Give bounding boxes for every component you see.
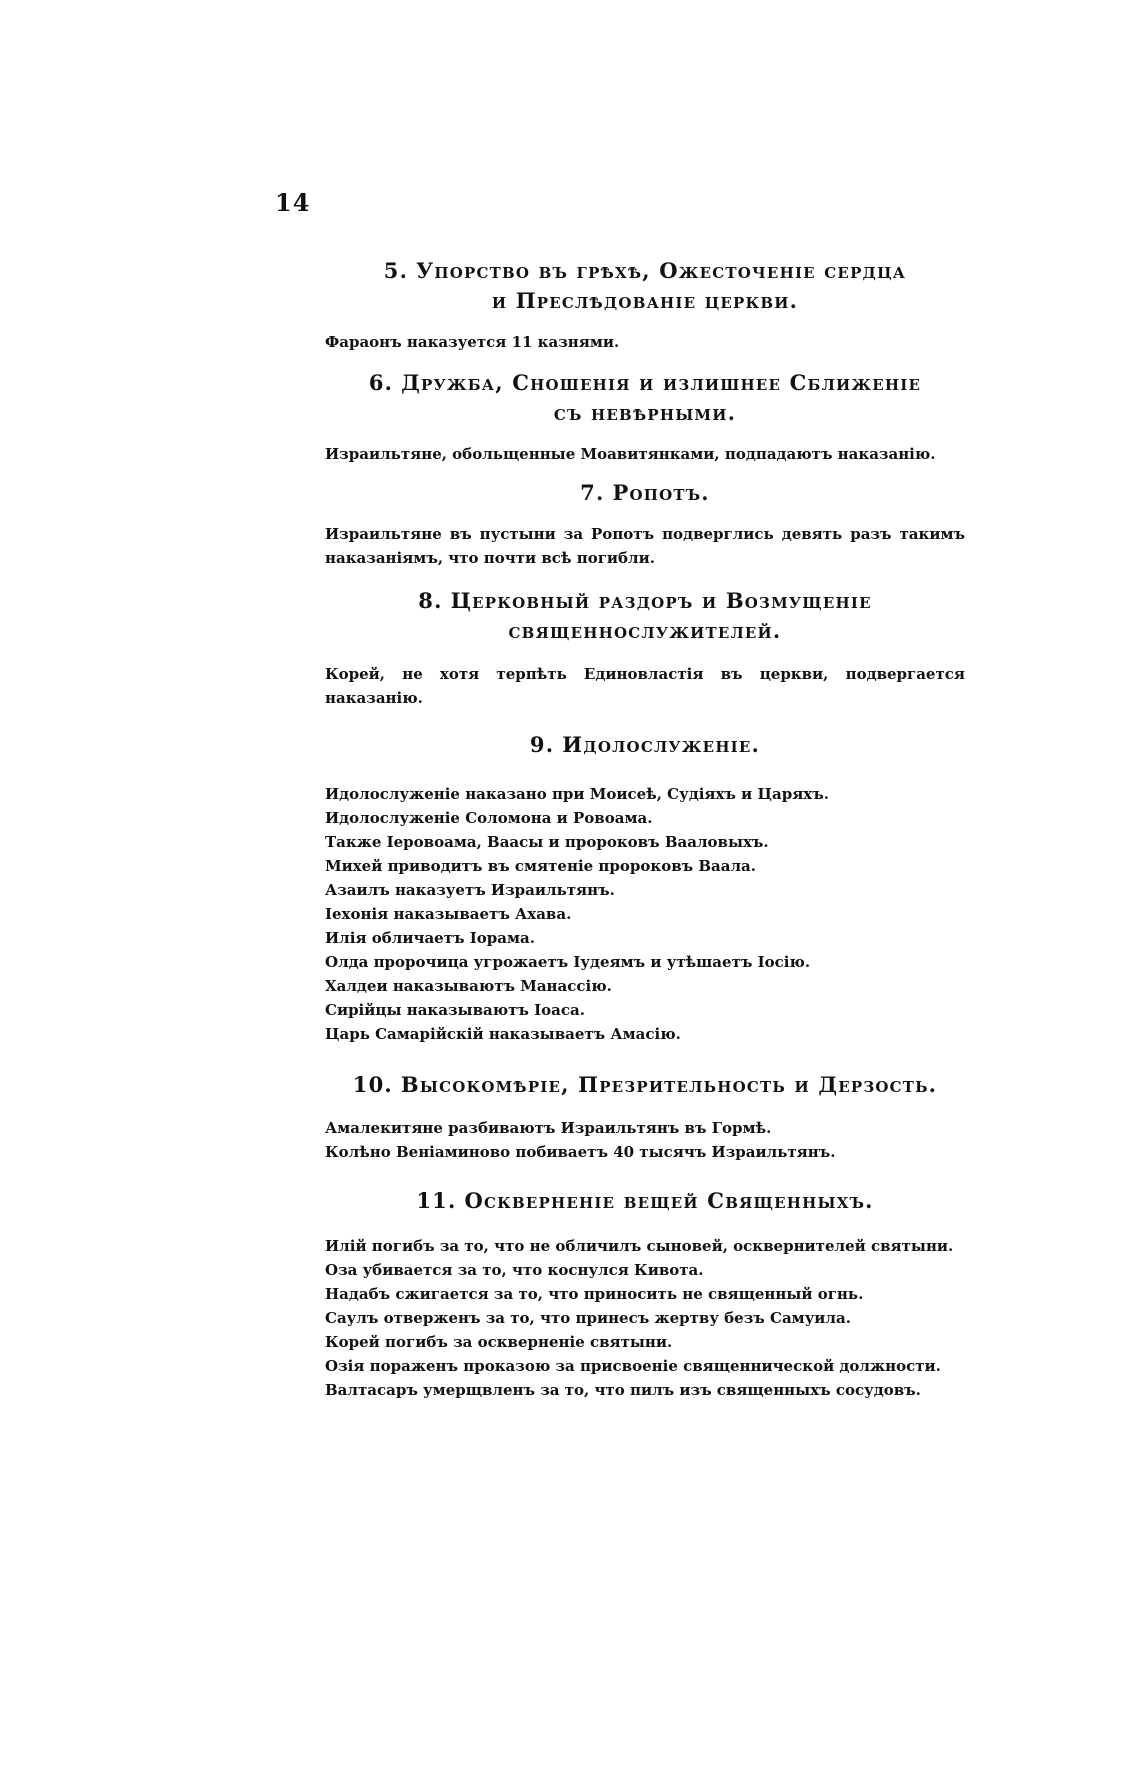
heading-line: Оскверненіе вещей Священныхъ. bbox=[464, 1188, 874, 1213]
section-8 bbox=[325, 586, 965, 710]
section-number: 5. bbox=[383, 258, 409, 283]
list-item: Михей приводитъ въ смятеніе пророковъ Ваала. bbox=[325, 857, 756, 875]
list-item: Саулъ отверженъ за то, что принесъ жертву безъ Самуила. bbox=[325, 1309, 851, 1327]
section-heading bbox=[325, 586, 965, 646]
heading-line: священнослужителей. bbox=[508, 618, 782, 643]
heading-line: Дружба, Сношенія и излишнее Сближеніе bbox=[401, 370, 922, 395]
section-number: 11. bbox=[416, 1188, 457, 1213]
heading-line: Ропотъ. bbox=[612, 480, 710, 505]
list-item: Надабъ сжигается за то, что приносить не священный огнь. bbox=[325, 1285, 864, 1303]
section-heading bbox=[325, 1186, 965, 1216]
section-number: 10. bbox=[352, 1072, 393, 1097]
section-number: 7. bbox=[580, 480, 605, 505]
section-number: 6. bbox=[368, 370, 394, 395]
section-6 bbox=[325, 368, 965, 466]
section-heading bbox=[325, 730, 965, 760]
heading-line: и Преслѣдованіе церкви. bbox=[491, 288, 799, 313]
section-list bbox=[325, 1116, 965, 1164]
list-item: Царь Самарійскій наказываетъ Амасію. bbox=[325, 1025, 681, 1043]
heading-line: Высокомѣріе, Презрительность и Дерзость. bbox=[400, 1072, 938, 1097]
section-number: 8. bbox=[418, 588, 443, 613]
list-item: Идолослуженіе Соломона и Ровоама. bbox=[325, 809, 653, 827]
section-paragraph: Израильтяне, обольщенные Моавитянками, подпадаютъ наказанію. bbox=[325, 445, 936, 463]
section-10 bbox=[325, 1070, 965, 1164]
list-item: Азаилъ наказуетъ Израильтянъ. bbox=[325, 881, 615, 899]
list-item: Корей погибъ за оскверненіе святыни. bbox=[325, 1333, 673, 1351]
list-item: Оза убивается за то, что коснулся Кивота. bbox=[325, 1261, 704, 1279]
section-11 bbox=[325, 1186, 965, 1402]
list-item: Амалекитяне разбиваютъ Израильтянъ въ Гормѣ. bbox=[325, 1119, 772, 1137]
section-list bbox=[325, 1234, 965, 1402]
section-heading bbox=[325, 478, 965, 508]
list-item: Илія обличаетъ Іорама. bbox=[325, 929, 535, 947]
section-paragraph: Корей, не хотя терпѣть Единовластія въ церкви, подвергается наказанію. bbox=[325, 665, 965, 707]
list-item: Сирійцы наказываютъ Іоаса. bbox=[325, 1001, 585, 1019]
section-paragraph: Фараонъ наказуется 11 казнями. bbox=[325, 333, 620, 351]
heading-line: Идолослуженіе. bbox=[562, 732, 761, 757]
section-paragraph: Израильтяне въ пустыни за Ропотъ подверглись девять разъ такимъ наказаніямъ, что почти всѣ погибли. bbox=[325, 525, 965, 567]
section-heading bbox=[325, 368, 965, 428]
list-item: Олда пророчица угрожаетъ Іудеямъ и утѣшаетъ Іосію. bbox=[325, 953, 811, 971]
list-item: Валтасаръ умерщвленъ за то, что пилъ изъ священныхъ сосудовъ. bbox=[325, 1381, 921, 1399]
list-item: Іехонія наказываетъ Ахава. bbox=[325, 905, 572, 923]
section-heading bbox=[325, 1070, 965, 1100]
heading-line: съ невѣрными. bbox=[553, 400, 737, 425]
list-item: Озія пораженъ проказою за присвоеніе священнической должности. bbox=[325, 1357, 941, 1375]
section-7 bbox=[325, 478, 965, 570]
list-item: Также Іеровоама, Ваасы и пророковъ Вааловыхъ. bbox=[325, 833, 769, 851]
section-heading bbox=[325, 256, 965, 316]
section-number: 9. bbox=[529, 732, 555, 757]
heading-line: Церковный раздоръ и Возмущеніе bbox=[450, 588, 872, 613]
list-item: Илій погибъ за то, что не обличилъ сыновей, осквернителей святыни. bbox=[325, 1237, 954, 1255]
list-item: Идолослуженіе наказано при Моисеѣ, Судіяхъ и Царяхъ. bbox=[325, 785, 829, 803]
heading-line: Упорство въ грѣхѣ, Ожесточеніе сердца bbox=[416, 258, 907, 283]
section-list bbox=[325, 782, 965, 1046]
page-number: 14 bbox=[275, 188, 311, 217]
page-content bbox=[325, 256, 965, 1402]
section-9 bbox=[325, 730, 965, 1046]
list-item: Колѣно Веніаминово побиваетъ 40 тысячъ Израильтянъ. bbox=[325, 1143, 836, 1161]
list-item: Халдеи наказываютъ Манассію. bbox=[325, 977, 612, 995]
section-5 bbox=[325, 256, 965, 354]
